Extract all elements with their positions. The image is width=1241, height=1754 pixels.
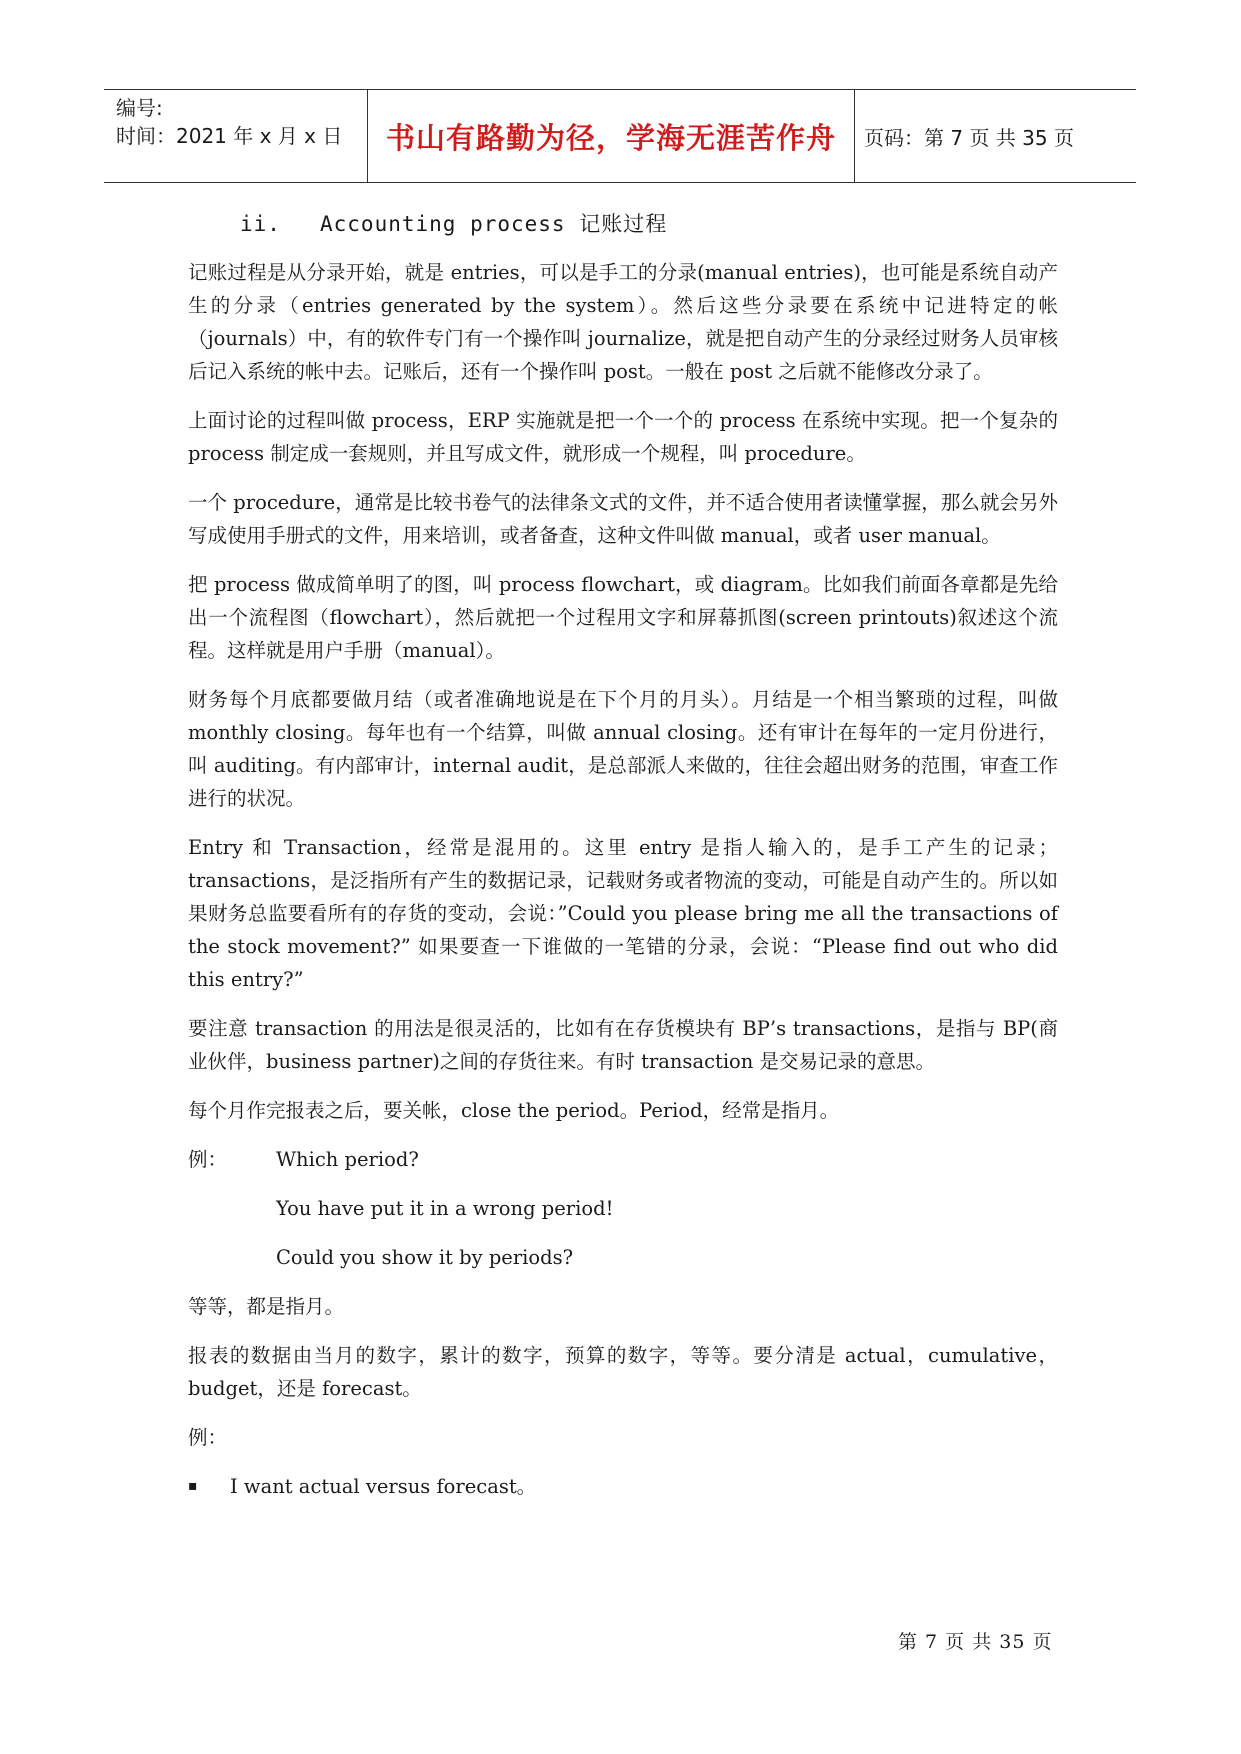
body-paragraph: 要注意 transaction 的用法是很灵活的，比如有在存货模块有 BP’s transactions，是指与 BP(商业伙伴，business partner)之间的存货往来。有时 transaction 是交易记录的意思。 [188,1017,1058,1073]
bullet-text: I want actual versus forecast。 [230,1475,537,1498]
header-divider [854,90,855,182]
body-paragraph: Entry 和 Transaction，经常是混用的。这里 entry 是指人输入的，是手工产生的记录；transactions，是泛指所有产生的数据记录，记载财务或者物流的变动，可能是自动产生的。所以如果财务总监要看所有的存货的变动，会说：”Could you please bring me all the transactions of the stock movement?” 如果要查一下谁做的一笔错的分录，会说：“Please find out who did this entry?” [188,836,1058,991]
page-footer: 第 7 页 共 35 页 [898,1631,1053,1653]
body-paragraph: 把 process 做成简单明了的图，叫 process flowchart，或 diagram。比如我们前面各章都是先给出一个流程图（flowchart），然后就把一个过程用文字和屏幕抓图(screen printouts)叙述这个流程。这样就是用户手册（manual）。 [188,573,1058,662]
bullet-item [188,1470,1058,1503]
page-header [104,89,1136,183]
example-label: 例： [188,1426,228,1449]
body-paragraph: 报表的数据由当月的数字，累计的数字，预算的数字，等等。要分清是 actual，cumulative，budget，还是 forecast。 [188,1344,1058,1400]
section-heading [240,208,1058,238]
example-label: 例： [188,1148,228,1171]
header-motto: 书山有路勤为径，学海无涯苦作舟 [385,120,836,155]
section-title: Accounting process 记账过程 [320,212,668,236]
body-paragraph: 财务每个月底都要做月结（或者准确地说是在下个月的月头）。月结是一个相当繁琐的过程，叫做 monthly closing。每年也有一个结算，叫做 annual closing。还有审计在每年的一定月份进行，叫 auditing。有内部审计，internal audit，是总部派人来做的，往往会超出财务的范围，审查工作进行的状况。 [188,688,1058,810]
body-paragraph: 记账过程是从分录开始，就是 entries，可以是手工的分录(manual entries)，也可能是系统自动产生的分录（entries generated by the system）。然后这些分录要在系统中记进特定的帐（journals）中，有的软件专门有一个操作叫 journalize，就是把自动产生的分录经过财务人员审核后记入系统的帐中去。记账后，还有一个操作叫 post。一般在 post 之后就不能修改分录了。 [188,261,1058,383]
document-body [188,208,1058,1519]
example-line: Which period? [276,1148,419,1171]
example-line: You have put it in a wrong period! [276,1197,614,1220]
document-number-label: 编号: [116,96,163,120]
section-number: ii. [240,212,281,236]
body-paragraph: 每个月作完报表之后，要关帐，close the period。Period，经常是指月。 [188,1099,840,1122]
header-page-code: 页码：第 7 页 共 35 页 [864,125,1074,150]
body-paragraph: 等等，都是指月。 [188,1295,345,1318]
header-middle-cell [368,90,854,182]
example-line: Could you show it by periods? [276,1246,574,1269]
body-paragraph: 一个 procedure，通常是比较书卷气的法律条文式的文件，并不适合使用者读懂掌握，那么就会另外写成使用手册式的文件，用来培训，或者备查，这种文件叫做 manual，或者 user manual。 [188,491,1058,547]
body-paragraph: 上面讨论的过程叫做 process，ERP 实施就是把一个一个的 process 在系统中实现。把一个复杂的 process 制定成一套规则，并且写成文件，就形成一个规程，叫 procedure。 [188,409,1058,465]
bullet-square-icon: ▪ [188,1478,198,1494]
header-left-cell [116,90,366,182]
document-time-label: 时间：2021 年 x 月 x 日 [116,124,343,148]
header-right-cell [864,90,1134,182]
example-row [188,1143,1058,1176]
